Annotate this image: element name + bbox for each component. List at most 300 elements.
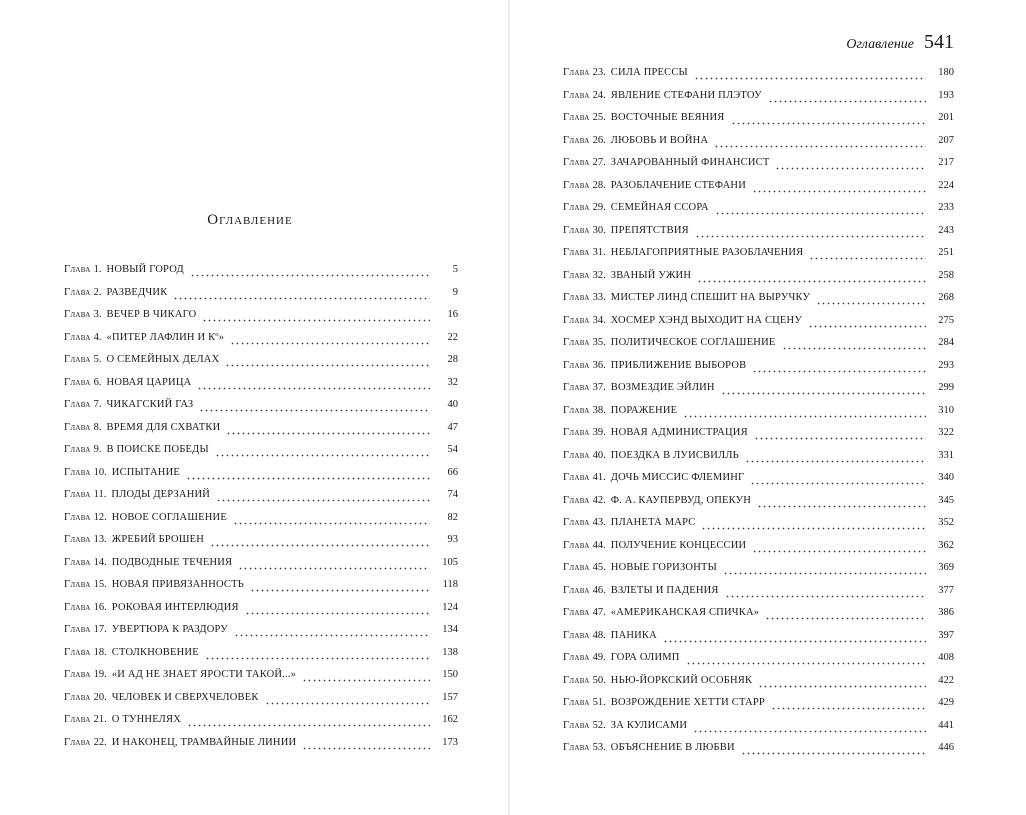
toc-entry — [563, 695, 954, 718]
toc-entry — [563, 335, 954, 358]
chapter-number: 38. — [592, 404, 606, 416]
chapter-label: Глава — [563, 359, 590, 371]
toc-entry — [64, 577, 458, 600]
chapter-label: Глава — [64, 399, 91, 410]
chapter-number: 37. — [592, 382, 606, 393]
chapter-page-number: 54 — [447, 444, 458, 455]
chapter-number: 5. — [93, 354, 102, 365]
toc-entry — [563, 673, 954, 696]
dot-leader — [721, 380, 926, 403]
chapter-label: Глава — [64, 421, 91, 433]
chapter-title: О ТУННЕЛЯХ — [111, 714, 181, 725]
chapter-number: 2. — [93, 286, 102, 298]
chapter-number: 20. — [93, 691, 107, 703]
chapter-title: НОВАЯ ЦАРИЦА — [106, 376, 192, 388]
chapter-number: 4. — [93, 331, 102, 343]
toc-entry — [563, 718, 954, 741]
toc-entry — [563, 628, 954, 651]
dot-leader — [197, 375, 430, 398]
chapter-title: ЗАЧАРОВАННЫЙ ФИНАНСИСТ — [610, 157, 770, 168]
chapter-title: ВОЗРОЖДЕНИЕ ХЕТТИ СТАРР — [610, 697, 765, 708]
chapter-number: 30. — [592, 224, 606, 236]
chapter-title: ЯВЛЕНИЕ СТЕФАНИ ПЛЭТОУ — [610, 89, 762, 101]
chapter-number: 9. — [93, 444, 102, 455]
toc-entry — [563, 245, 954, 268]
toc-entry — [64, 532, 458, 555]
chapter-title: ПРЕПЯТСТВИЯ — [610, 224, 689, 236]
chapter-title: ЖРЕБИЙ БРОШЕН — [111, 534, 205, 545]
toc-entry — [563, 223, 954, 246]
right-page — [510, 0, 1026, 815]
chapter-title: ИСПЫТАНИЕ — [111, 466, 180, 478]
chapter-page-number: 40 — [447, 399, 458, 410]
running-title: Оглавление — [846, 37, 914, 52]
chapter-label: Глава — [563, 382, 590, 393]
toc-entry — [563, 448, 954, 471]
dot-leader — [216, 487, 430, 510]
chapter-number: 33. — [592, 292, 606, 303]
chapter-label: Глава — [64, 736, 91, 748]
toc-entry — [64, 442, 458, 465]
chapter-label: Глава — [563, 494, 590, 506]
dot-leader — [701, 515, 926, 538]
dot-leader — [715, 200, 926, 223]
dot-leader — [725, 583, 926, 606]
chapter-number: 26. — [592, 134, 606, 146]
chapter-title: НОВАЯ АДМИНИСТРАЦИЯ — [610, 427, 748, 438]
chapter-page-number: 386 — [938, 607, 954, 618]
dot-leader — [745, 448, 926, 471]
chapter-label: Глава — [563, 629, 590, 641]
toc-entry — [563, 200, 954, 223]
chapter-label: Глава — [64, 534, 91, 545]
chapter-number: 15. — [93, 579, 107, 590]
chapter-label: Глава — [563, 472, 590, 483]
toc-entry — [64, 330, 458, 353]
dot-leader — [210, 532, 430, 555]
chapter-page-number: 193 — [938, 89, 954, 101]
chapter-page-number: 157 — [442, 691, 458, 703]
chapter-label: Глава — [563, 67, 590, 78]
chapter-label: Глава — [563, 427, 590, 438]
dot-leader — [683, 403, 926, 426]
chapter-title: ПОЕЗДКА В ЛУИСВИЛЛЬ — [610, 449, 739, 461]
dot-leader — [686, 650, 926, 673]
toc-entry — [64, 375, 458, 398]
toc-entry — [563, 493, 954, 516]
chapter-page-number: 28 — [447, 354, 458, 365]
toc-entry — [64, 622, 458, 645]
toc-entry — [64, 555, 458, 578]
chapter-label: Глава — [64, 286, 91, 298]
chapter-number: 40. — [592, 449, 606, 461]
chapter-number: 35. — [592, 337, 606, 348]
toc-entry — [64, 397, 458, 420]
toc-entry — [64, 510, 458, 533]
toc-entry — [563, 290, 954, 313]
chapter-page-number: 441 — [938, 719, 954, 731]
toc-entry — [563, 313, 954, 336]
chapter-page-number: 446 — [938, 742, 954, 753]
chapter-page-number: 377 — [938, 584, 954, 596]
chapter-number: 41. — [592, 472, 606, 483]
chapter-number: 27. — [592, 157, 606, 168]
dot-leader — [250, 577, 430, 600]
chapter-label: Глава — [563, 112, 590, 123]
dot-leader — [741, 740, 926, 763]
chapter-title: УВЕРТЮРА К РАЗДОРУ — [111, 624, 228, 635]
chapter-page-number: 233 — [938, 202, 954, 213]
dot-leader — [765, 605, 926, 628]
chapter-label: Глава — [64, 714, 91, 725]
dot-leader — [225, 352, 430, 375]
dot-leader — [697, 268, 926, 291]
dot-leader — [723, 560, 926, 583]
chapter-label: Глава — [64, 511, 91, 523]
chapter-page-number: 369 — [938, 562, 954, 573]
chapter-number: 43. — [592, 517, 606, 528]
dot-leader — [205, 645, 430, 668]
chapter-title: «И АД НЕ ЗНАЕТ ЯРОСТИ ТАКОЙ...» — [111, 669, 297, 680]
chapter-label: Глава — [563, 157, 590, 168]
chapter-label: Глава — [563, 202, 590, 213]
chapter-label: Глава — [563, 652, 590, 663]
toc-entry — [563, 65, 954, 88]
chapter-number: 18. — [93, 646, 107, 658]
chapter-label: Глава — [64, 354, 91, 365]
chapter-title: СЕМЕЙНАЯ ССОРА — [610, 202, 709, 213]
chapter-title: ПОДВОДНЫЕ ТЕЧЕНИЯ — [111, 556, 233, 568]
chapter-number: 39. — [592, 427, 606, 438]
chapter-title: «АМЕРИКАНСКАЯ СПИЧКА» — [610, 607, 760, 618]
chapter-title: ВЕЧЕР В ЧИКАГО — [106, 309, 197, 320]
dot-leader — [663, 628, 926, 651]
chapter-page-number: 352 — [938, 517, 954, 528]
chapter-page-number: 22 — [447, 331, 458, 343]
dot-leader — [173, 285, 430, 308]
dot-leader — [694, 65, 926, 88]
toc-entry — [64, 285, 458, 308]
toc-entry — [563, 425, 954, 448]
chapter-label: Глава — [64, 489, 91, 500]
chapter-number: 44. — [592, 539, 606, 551]
dot-leader — [768, 88, 926, 111]
dot-leader — [202, 307, 430, 330]
chapter-number: 29. — [592, 202, 606, 213]
chapter-label: Глава — [563, 449, 590, 461]
chapter-number: 47. — [592, 607, 606, 618]
chapter-page-number: 105 — [442, 556, 458, 568]
chapter-number: 25. — [592, 112, 606, 123]
chapter-title: ЧЕЛОВЕК И СВЕРХЧЕЛОВЕК — [111, 691, 259, 703]
chapter-page-number: 224 — [938, 179, 954, 191]
toc-entry — [64, 667, 458, 690]
chapter-number: 32. — [592, 269, 606, 281]
chapter-number: 13. — [93, 534, 107, 545]
toc-entry — [563, 358, 954, 381]
chapter-label: Глава — [563, 247, 590, 258]
dot-leader — [226, 420, 430, 443]
chapter-title: ЛЮБОВЬ И ВОЙНА — [610, 134, 709, 146]
left-page — [0, 0, 508, 815]
chapter-label: Глава — [563, 314, 590, 326]
chapter-number: 28. — [592, 179, 606, 191]
toc-entry — [64, 712, 458, 735]
dot-leader — [771, 695, 926, 718]
chapter-number: 17. — [93, 624, 107, 635]
chapter-number: 7. — [93, 399, 102, 410]
chapter-title: ПОЛУЧЕНИЕ КОНЦЕССИИ — [610, 539, 747, 551]
toc-entry — [563, 155, 954, 178]
chapter-title: ПАНИКА — [610, 629, 657, 641]
chapter-title: ДОЧЬ МИССИС ФЛЕМИНГ — [610, 472, 745, 483]
chapter-number: 8. — [93, 421, 102, 433]
toc-entry — [563, 110, 954, 133]
chapter-page-number: 47 — [447, 421, 458, 433]
toc-entry — [563, 380, 954, 403]
chapter-page-number: 322 — [938, 427, 954, 438]
chapter-label: Глава — [64, 376, 91, 388]
chapter-page-number: 345 — [938, 494, 954, 506]
chapter-number: 24. — [592, 89, 606, 101]
chapter-number: 36. — [592, 359, 606, 371]
chapter-title: РАЗОБЛАЧЕНИЕ СТЕФАНИ — [610, 179, 746, 191]
chapter-label: Глава — [563, 337, 590, 348]
chapter-page-number: 243 — [938, 224, 954, 236]
chapter-number: 1. — [93, 264, 102, 275]
toc-entry — [64, 645, 458, 668]
chapter-title: ЗВАНЫЙ УЖИН — [610, 269, 692, 281]
toc-entry — [563, 515, 954, 538]
chapter-page-number: 293 — [938, 359, 954, 371]
chapter-number: 46. — [592, 584, 606, 596]
dot-leader — [238, 555, 430, 578]
chapter-label: Глава — [563, 607, 590, 618]
dot-leader — [695, 223, 926, 246]
chapter-number: 6. — [93, 376, 102, 388]
chapter-title: И НАКОНЕЦ, ТРАМВАЙНЫЕ ЛИНИИ — [111, 736, 297, 748]
chapter-number: 11. — [93, 489, 107, 500]
toc-entry — [563, 133, 954, 156]
toc-entry — [64, 352, 458, 375]
chapter-title: МИСТЕР ЛИНД СПЕШИТ НА ВЫРУЧКУ — [610, 292, 811, 303]
dot-leader — [215, 442, 430, 465]
chapter-title: ВЗЛЕТЫ И ПАДЕНИЯ — [610, 584, 719, 596]
chapter-title: НЬЮ-ЙОРКСКИЙ ОСОБНЯК — [610, 674, 753, 686]
toc-entry — [563, 470, 954, 493]
page-number: 541 — [924, 31, 954, 53]
chapter-label: Глава — [563, 269, 590, 281]
chapter-number: 42. — [592, 494, 606, 506]
dot-leader — [757, 493, 926, 516]
toc-list-left — [64, 262, 458, 757]
chapter-label: Глава — [563, 292, 590, 303]
chapter-page-number: 9 — [452, 286, 458, 298]
chapter-label: Глава — [563, 539, 590, 551]
chapter-page-number: 408 — [938, 652, 954, 663]
chapter-number: 23. — [592, 67, 606, 78]
chapter-number: 14. — [93, 556, 107, 568]
chapter-title: СИЛА ПРЕССЫ — [610, 67, 688, 78]
chapter-label: Глава — [64, 444, 91, 455]
chapter-page-number: 284 — [938, 337, 954, 348]
chapter-title: ВОСТОЧНЫЕ ВЕЯНИЯ — [610, 112, 725, 123]
dot-leader — [302, 667, 430, 690]
dot-leader — [809, 245, 926, 268]
toc-heading: Оглавление — [207, 212, 293, 228]
toc-entry — [64, 600, 458, 623]
dot-leader — [714, 133, 926, 156]
chapter-title: О СЕМЕЙНЫХ ДЕЛАХ — [106, 354, 220, 365]
chapter-label: Глава — [64, 691, 91, 703]
chapter-title: РОКОВАЯ ИНТЕРЛЮДИЯ — [111, 601, 239, 613]
chapter-label: Глава — [563, 719, 590, 731]
chapter-label: Глава — [64, 624, 91, 635]
chapter-title: ХОСМЕР ХЭНД ВЫХОДИТ НА СЦЕНУ — [610, 314, 802, 326]
chapter-page-number: 93 — [447, 534, 458, 545]
chapter-number: 52. — [592, 719, 606, 731]
chapter-label: Глава — [64, 309, 91, 320]
toc-entry — [563, 605, 954, 628]
chapter-number: 31. — [592, 247, 606, 258]
chapter-title: НОВОЕ СОГЛАШЕНИЕ — [111, 511, 227, 523]
toc-entry — [64, 487, 458, 510]
chapter-title: ПЛОДЫ ДЕРЗАНИЙ — [111, 489, 211, 500]
chapter-number: 51. — [592, 697, 606, 708]
chapter-label: Глава — [64, 579, 91, 590]
chapter-number: 45. — [592, 562, 606, 573]
chapter-label: Глава — [64, 646, 91, 658]
chapter-page-number: 397 — [938, 629, 954, 641]
chapter-title: «ПИТЕР ЛАФЛИН И Кº» — [106, 331, 225, 343]
chapter-label: Глава — [563, 584, 590, 596]
toc-entry — [563, 560, 954, 583]
dot-leader — [731, 110, 927, 133]
chapter-page-number: 299 — [938, 382, 954, 393]
chapter-number: 53. — [592, 742, 606, 753]
chapter-page-number: 66 — [447, 466, 458, 478]
chapter-page-number: 150 — [442, 669, 458, 680]
chapter-title: НОВЫЙ ГОРОД — [106, 264, 184, 275]
chapter-page-number: 310 — [938, 404, 954, 416]
chapter-title: ВОЗМЕЗДИЕ ЭЙЛИН — [610, 382, 715, 393]
chapter-page-number: 74 — [447, 489, 458, 500]
toc-entry — [563, 538, 954, 561]
running-head — [846, 31, 954, 54]
chapter-page-number: 340 — [938, 472, 954, 483]
chapter-title: ПРИБЛИЖЕНИЕ ВЫБОРОВ — [610, 359, 747, 371]
chapter-page-number: 362 — [938, 539, 954, 551]
chapter-label: Глава — [563, 134, 590, 146]
chapter-label: Глава — [563, 89, 590, 101]
dot-leader — [782, 335, 927, 358]
dot-leader — [302, 735, 430, 758]
chapter-label: Глава — [563, 404, 590, 416]
chapter-title: НОВАЯ ПРИВЯЗАННОСТЬ — [111, 579, 244, 590]
dot-leader — [816, 290, 926, 313]
dot-leader — [752, 178, 926, 201]
dot-leader — [187, 712, 430, 735]
dot-leader — [233, 510, 430, 533]
chapter-page-number: 173 — [442, 736, 458, 748]
dot-leader — [752, 358, 926, 381]
dot-leader — [754, 425, 926, 448]
chapter-label: Глава — [563, 562, 590, 573]
chapter-page-number: 134 — [442, 624, 458, 635]
dot-leader — [245, 600, 430, 623]
chapter-label: Глава — [64, 669, 91, 680]
chapter-title: СТОЛКНОВЕНИЕ — [111, 646, 199, 658]
dot-leader — [775, 155, 926, 178]
chapter-page-number: 32 — [447, 376, 458, 388]
toc-entry — [563, 740, 954, 763]
chapter-label: Глава — [64, 331, 91, 343]
toc-entry — [64, 690, 458, 713]
chapter-title: НОВЫЕ ГОРИЗОНТЫ — [610, 562, 717, 573]
chapter-label: Глава — [563, 179, 590, 191]
chapter-label: Глава — [64, 466, 91, 478]
chapter-page-number: 422 — [938, 674, 954, 686]
chapter-number: 12. — [93, 511, 107, 523]
chapter-page-number: 124 — [442, 601, 458, 613]
toc-entry — [64, 465, 458, 488]
chapter-label: Глава — [563, 517, 590, 528]
chapter-number: 49. — [592, 652, 606, 663]
dot-leader — [758, 673, 926, 696]
chapter-page-number: 429 — [938, 697, 954, 708]
chapter-title: ЧИКАГСКИЙ ГАЗ — [106, 399, 194, 410]
dot-leader — [750, 470, 926, 493]
chapter-number: 19. — [93, 669, 107, 680]
chapter-label: Глава — [64, 556, 91, 568]
dot-leader — [230, 330, 430, 353]
chapter-page-number: 162 — [442, 714, 458, 725]
chapter-title: ПЛАНЕТА МАРС — [610, 517, 696, 528]
toc-entry — [563, 650, 954, 673]
chapter-title: ГОРА ОЛИМП — [610, 652, 680, 663]
dot-leader — [693, 718, 926, 741]
chapter-title: ЗА КУЛИСАМИ — [610, 719, 688, 731]
dot-leader — [186, 465, 430, 488]
chapter-number: 34. — [592, 314, 606, 326]
chapter-page-number: 201 — [938, 112, 954, 123]
toc-entry — [563, 403, 954, 426]
chapter-page-number: 82 — [447, 511, 458, 523]
chapter-page-number: 217 — [938, 157, 954, 168]
chapter-title: РАЗВЕДЧИК — [106, 286, 168, 298]
chapter-page-number: 207 — [938, 134, 954, 146]
chapter-number: 3. — [93, 309, 102, 320]
chapter-number: 10. — [93, 466, 107, 478]
chapter-page-number: 16 — [447, 309, 458, 320]
dot-leader — [190, 262, 430, 285]
chapter-title: ПОЛИТИЧЕСКОЕ СОГЛАШЕНИЕ — [610, 337, 776, 348]
chapter-number: 16. — [93, 601, 107, 613]
chapter-label: Глава — [563, 224, 590, 236]
chapter-page-number: 331 — [938, 449, 954, 461]
chapter-label: Глава — [563, 674, 590, 686]
chapter-page-number: 268 — [938, 292, 954, 303]
toc-entry — [563, 583, 954, 606]
chapter-label: Глава — [64, 601, 91, 613]
chapter-page-number: 138 — [442, 646, 458, 658]
toc-entry — [64, 262, 458, 285]
chapter-label: Глава — [563, 742, 590, 753]
chapter-number: 22. — [93, 736, 107, 748]
dot-leader — [199, 397, 430, 420]
dot-leader — [808, 313, 926, 336]
chapter-page-number: 258 — [938, 269, 954, 281]
